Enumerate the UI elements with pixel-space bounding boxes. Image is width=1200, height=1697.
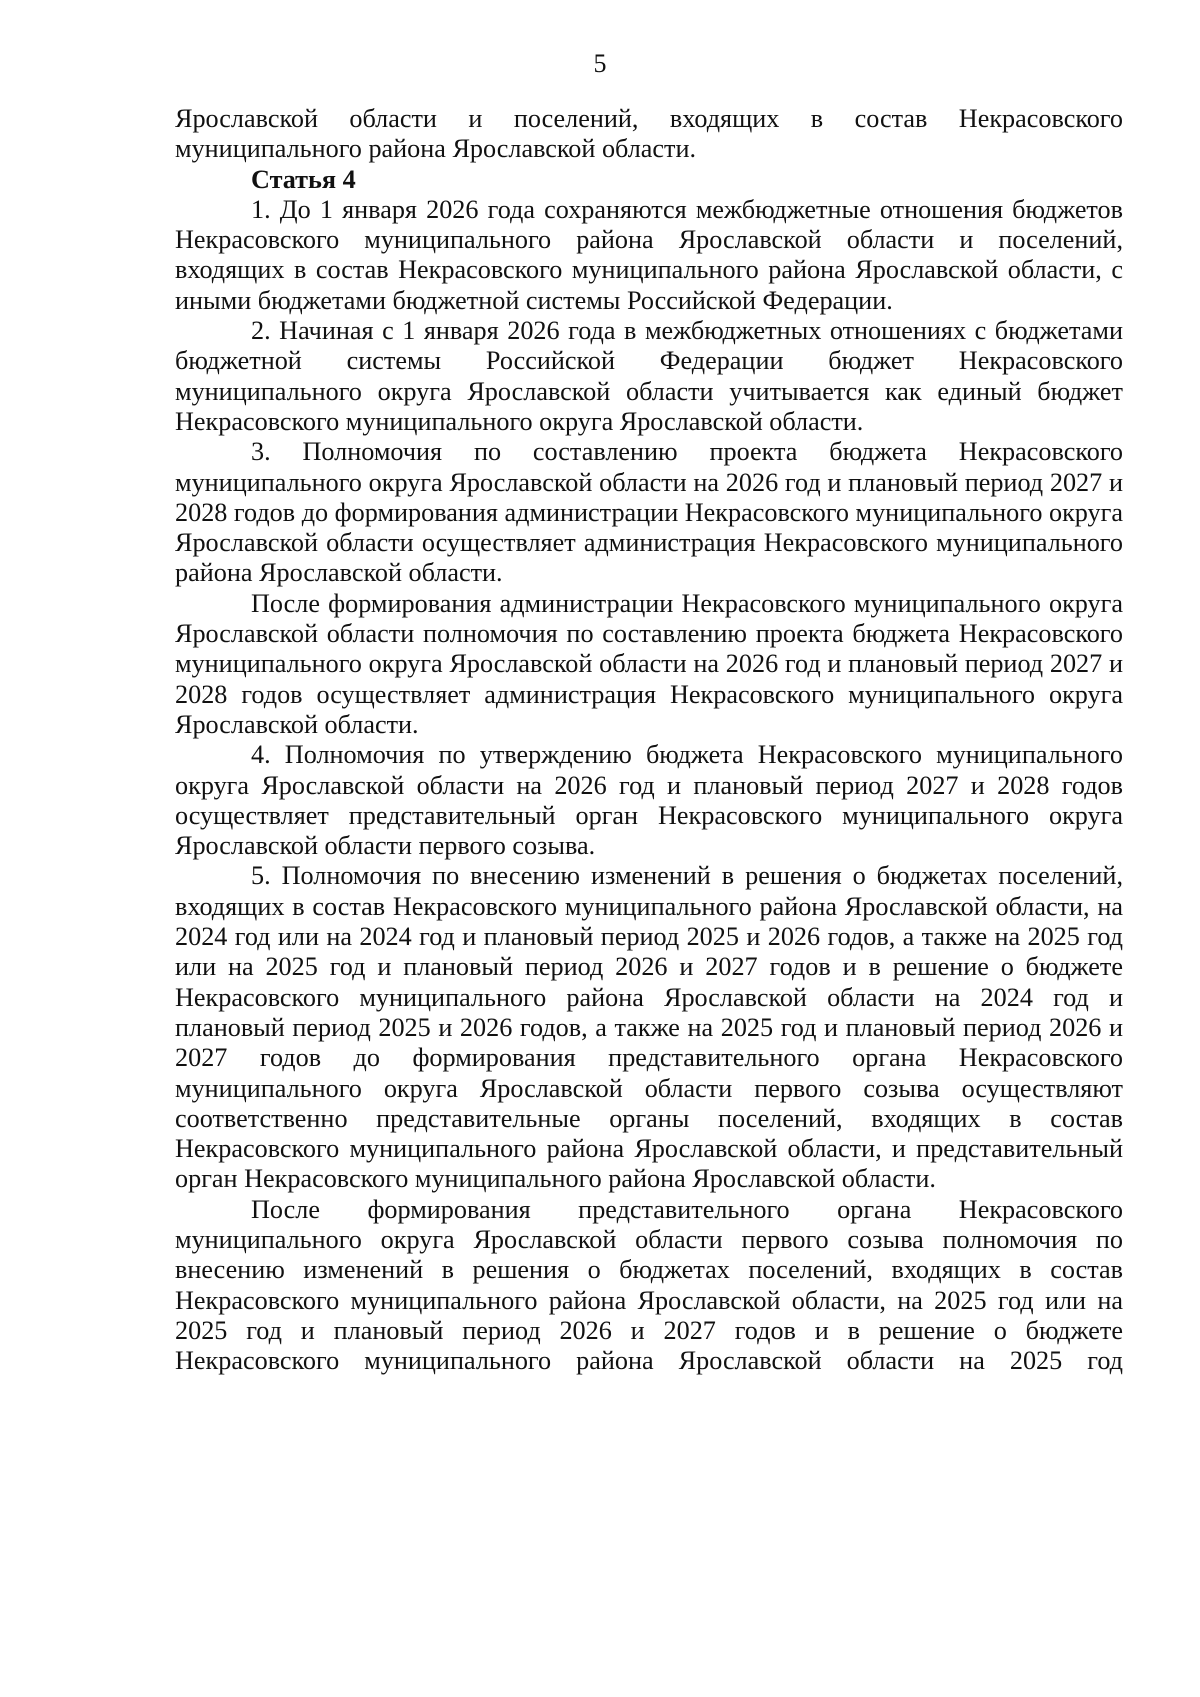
paragraph-2: 2. Начиная с 1 января 2026 года в межбюджетных отношениях с бюджетами бюджетной системы Российской Федерации бюджет Некрасовского муниципального округа Ярославской области учитывается как единый бюджет Некрасовского муниципального округа Ярославской области. [175, 316, 1123, 436]
paragraph-5-continuation: После формирования представительного органа Некрасовского муниципального округа Ярославской области первого созыва полномочия по внесению изменений в решения о бюджетах поселений, входящих в состав Некрасовского муниципального района Ярославской области, на 2025 год или на 2025 год и плановый период 2026 и 2027 годов и в решение о бюджете Некрасовского муниципального района Ярославской области на 2025 год [175, 1194, 1123, 1376]
document-body [175, 104, 1123, 1376]
intro-paragraph: Ярославской области и поселений, входящих в состав Некрасовского муниципального района Ярославской области. [175, 104, 1123, 164]
page-number: 5 [593, 49, 607, 78]
paragraph-5: 5. Полномочия по внесению изменений в решения о бюджетах поселений, входящих в состав Некрасовского муниципального района Ярославской области, на 2024 год или на 2024 год и плановый период 2025 и 2026 годов, а также на 2025 год или на 2025 год и плановый период 2026 и 2027 годов и в решение о бюджете Некрасовского муниципального района Ярославской области на 2024 год и плановый период 2025 и 2026 годов, а также на 2025 год и плановый период 2026 и 2027 годов до формирования представительного органа Некрасовского муниципального округа Ярославской области первого созыва осуществляют соответственно представительные органы поселений, входящих в состав Некрасовского муниципального района Ярославской области, и представительный орган Некрасовского муниципального района Ярославской области. [175, 861, 1123, 1194]
paragraph-3: 3. Полномочия по составлению проекта бюджета Некрасовского муниципального округа Ярославской области на 2026 год и плановый период 2027 и 2028 годов до формирования администрации Некрасовского муниципального округа Ярославской области осуществляет администрация Некрасовского муниципального района Ярославской области. [175, 437, 1123, 588]
paragraph-1: 1. До 1 января 2026 года сохраняются межбюджетные отношения бюджетов Некрасовского муниципального района Ярославской области и поселений, входящих в состав Некрасовского муниципального района Ярославской области, с иными бюджетами бюджетной системы Российской Федерации. [175, 194, 1123, 315]
paragraph-4: 4. Полномочия по утверждению бюджета Некрасовского муниципального округа Ярославской области на 2026 год и плановый период 2027 и 2028 годов осуществляет представительный орган Некрасовского муниципального округа Ярославской области первого созыва. [175, 740, 1123, 861]
article-heading: Статья 4 [251, 164, 356, 194]
paragraph-3-continuation: После формирования администрации Некрасовского муниципального округа Ярославской области полномочия по составлению проекта бюджета Некрасовского муниципального округа Ярославской области на 2026 год и плановый период 2027 и 2028 годов осуществляет администрация Некрасовского муниципального округа Ярославской области. [175, 588, 1123, 739]
